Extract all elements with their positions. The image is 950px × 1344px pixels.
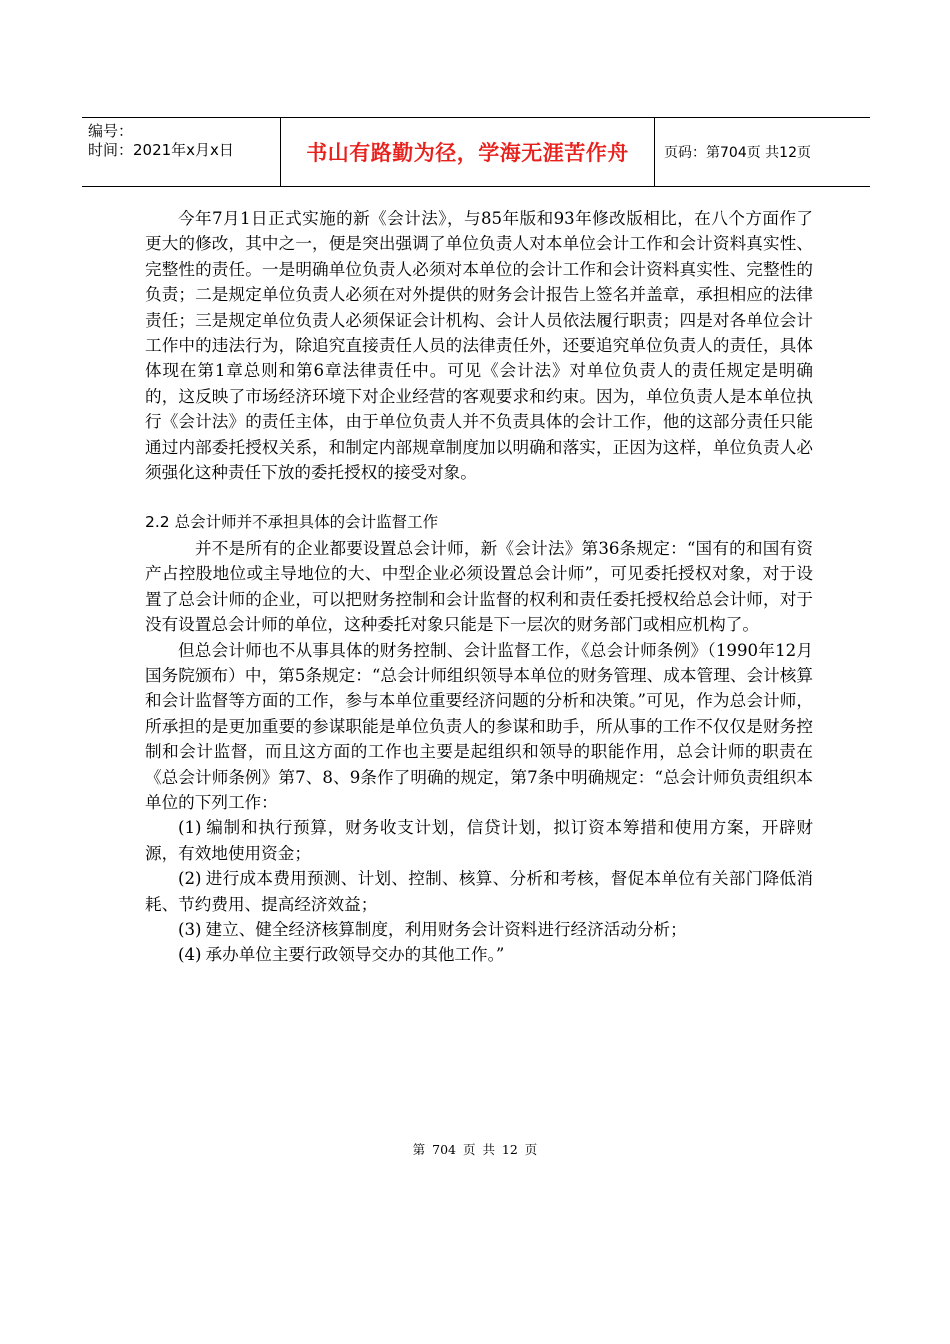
list-item-number: (2) — [178, 869, 202, 889]
body-paragraph: 但总会计师也不从事具体的财务控制、会计监督工作，《总会计师条例》（1990年12月国务院颁布）中，第5条规定：“总会计师组织领导本单位的财务管理、成本管理、会计核算和会计监督等方面的工作，参与本单位重要经济问题的分析和决策。”可见，作为总会计师，所承担的是更加重要的参谋职能是单位负责人的参谋和助手，所从事的工作不仅仅是财务控制和会计监督，而且这方面的工作也主要是起组织和领导的职能作用，总会计师的职责在《总会计师条例》第7、8、9条作了明确的规定，第7条中明确规定：“总会计师负责组织本单位的下列工作： — [145, 640, 813, 812]
document-time-label: 时间：2021年x月x日 — [88, 141, 234, 159]
header-page-label: 页码：第704页 共12页 — [664, 145, 811, 161]
page-header — [82, 117, 870, 187]
document-body — [145, 206, 813, 968]
list-item — [145, 917, 813, 942]
list-item-text: 编制和执行预算，财务收支计划，信贷计划，拟订资本筹措和使用方案，开辟财源，有效地使用资金； — [145, 818, 813, 863]
list-item-number: (1) — [178, 818, 202, 838]
list-item-text: 建立、健全经济核算制度，利用财务会计资料进行经济活动分析； — [205, 919, 687, 939]
list-item-text: 承办单位主要行政领导交办的其他工作。” — [205, 945, 505, 965]
list-item — [145, 815, 813, 866]
header-meta-cell — [82, 118, 281, 186]
body-paragraph: 今年7月1日正式实施的新《会计法》，与85年版和93年修改版相比，在八个方面作了更大的修改，其中之一，便是突出强调了单位负责人对本单位会计工作和会计资料真实性、完整性的责任。一是明确单位负责人必须对本单位的会计工作和会计资料真实性、完整性的负责；二是规定单位负责人必须在对外提供的财务会计报告上签名并盖章，承担相应的法律责任；三是规定单位负责人必须保证会计机构、会计人员依法履行职责；四是对各单位会计工作中的违法行为，除追究直接责任人员的法律责任外，还要追究单位负责人的责任，具体体现在第1章总则和第6章法律责任中。可见《会计法》对单位负责人的责任规定是明确的，这反映了市场经济环境下对企业经营的客观要求和约束。因为，单位负责人是本单位执行《会计法》的责任主体，由于单位负责人并不负责具体的会计工作，他的这部分责任只能通过内部委托授权关系，和制定内部规章制度加以明确和落实，正因为这样，单位负责人必须强化这种责任下放的委托授权的接受对象。 — [145, 209, 813, 483]
section-heading: 2.2 总会计师并不承担具体的会计监督工作 — [145, 513, 439, 532]
list-item — [145, 942, 813, 967]
header-motto: 书山有路勤为径，学海无涯苦作舟 — [281, 118, 655, 186]
list-item-text: 进行成本费用预测、计划、控制、核算、分析和考核，督促本单位有关部门降低消耗、节约费用、提高经济效益； — [145, 869, 813, 914]
document-number-label: 编号： — [88, 122, 134, 140]
list-item-number: (4) — [178, 945, 202, 965]
page-footer: 第 704 页 共 12 页 — [412, 1142, 538, 1157]
list-item-number: (3) — [178, 919, 202, 939]
body-paragraph: 并不是所有的企业都要设置总会计师，新《会计法》第36条规定：“国有的和国有资产占控股地位或主导地位的大、中型企业必须设置总会计师”，可见委托授权对象，对于设置了总会计师的企业，可以把财务控制和会计监督的权利和责任委托授权给总会计师，对于没有设置总会计师的单位，这种委托对象只能是下一层次的财务部门或相应机构了。 — [145, 538, 813, 635]
list-item — [145, 866, 813, 917]
